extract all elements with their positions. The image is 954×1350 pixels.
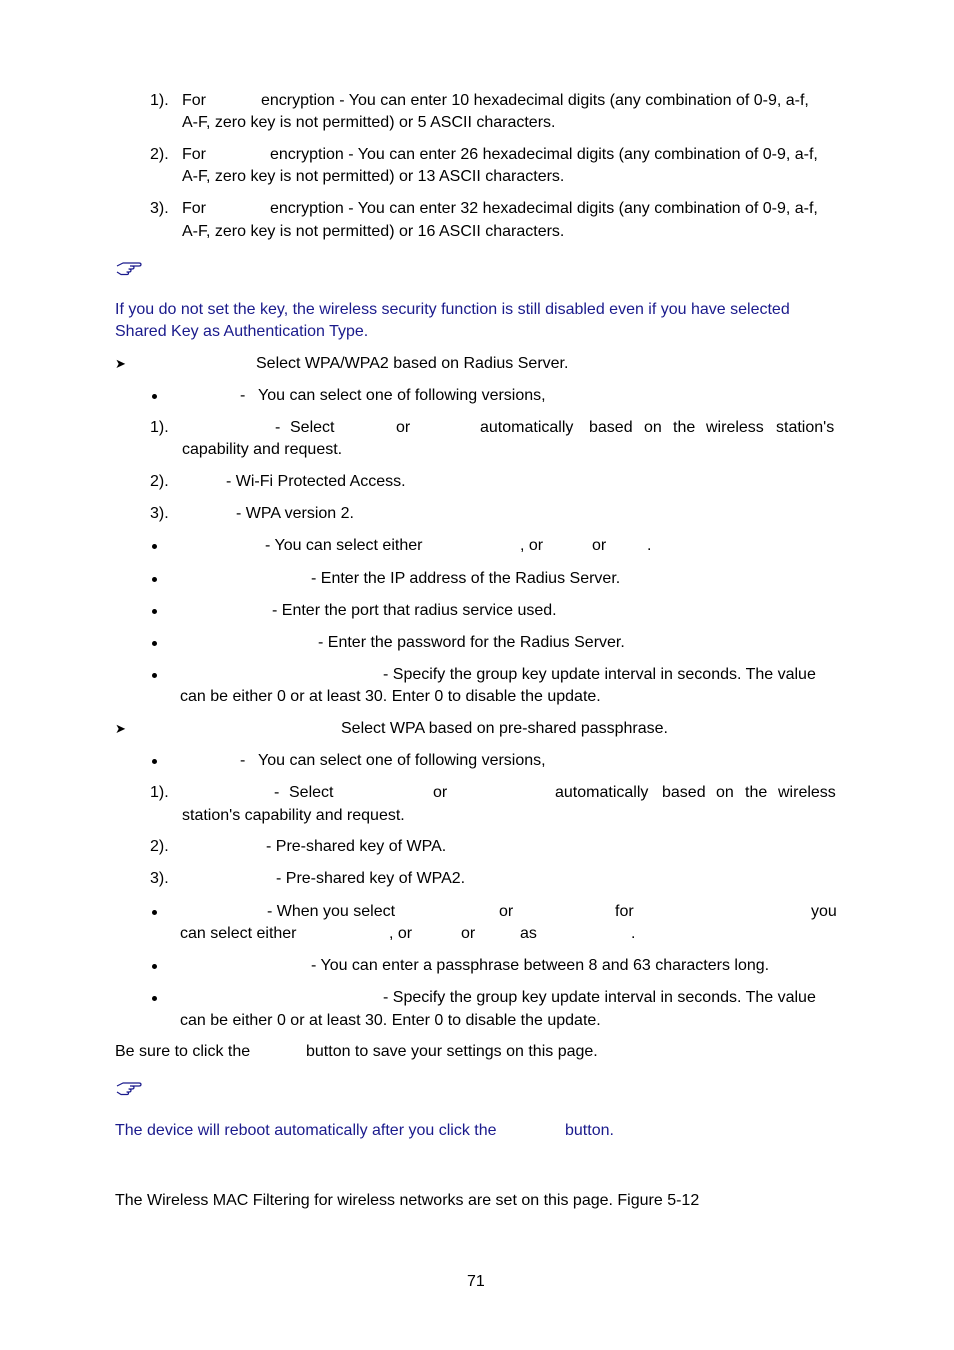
list-text: wireless	[778, 784, 836, 801]
section-intro: Select WPA/WPA2 based on Radius Server.	[256, 355, 569, 372]
arrow-bullet-icon: ➤	[115, 721, 126, 736]
list-text: or	[499, 903, 514, 920]
list-text: .	[647, 537, 652, 554]
list-number: 3).	[150, 200, 169, 217]
list-text: -	[275, 419, 281, 436]
note-text: button.	[565, 1122, 614, 1139]
bullet-icon	[152, 673, 157, 678]
list-text: - WPA version 2.	[236, 505, 354, 522]
section-intro: The Wireless MAC Filtering for wireless networks are set on this page. Figure 5-12	[115, 1192, 700, 1209]
bullet-icon	[152, 577, 157, 582]
list-text: .	[631, 925, 636, 942]
bullet-icon	[152, 910, 157, 915]
list-text: You can select one of following versions,	[258, 387, 546, 404]
list-text: on	[644, 419, 662, 436]
list-text: A-F, zero key is not permitted) or 13 ASCII characters.	[182, 168, 565, 185]
save-instruction: button to save your settings on this page.	[306, 1043, 598, 1060]
list-text: -	[240, 752, 246, 769]
list-text: - Pre-shared key of WPA.	[266, 838, 447, 855]
list-text: wireless	[706, 419, 764, 436]
list-number: 1).	[150, 419, 169, 436]
list-text: you	[811, 903, 837, 920]
arrow-bullet-icon: ➤	[115, 356, 126, 371]
list-text: or	[592, 537, 607, 554]
list-text: or	[396, 419, 411, 436]
section-intro: Select WPA based on pre-shared passphrase.	[341, 720, 668, 737]
list-text: A-F, zero key is not permitted) or 16 ASCII characters.	[182, 223, 565, 240]
bullet-icon	[152, 641, 157, 646]
list-number: 2).	[150, 838, 169, 855]
list-number: 1).	[150, 92, 169, 109]
list-text: - Specify the group key update interval in seconds. The value	[383, 666, 816, 683]
pointing-hand-icon	[115, 1080, 143, 1096]
list-text: - Enter the IP address of the Radius Server.	[311, 570, 621, 587]
list-text: , or	[389, 925, 413, 942]
list-number: 3).	[150, 870, 169, 887]
note-text: If you do not set the key, the wireless security function is still disabled even if you have selected	[115, 301, 790, 318]
list-text: encryption - You can enter 32 hexadecimal digits (any combination of 0-9, a-f,	[270, 200, 818, 217]
list-text: -	[240, 387, 246, 404]
list-text: - When you select	[267, 903, 396, 920]
save-instruction: Be sure to click the	[115, 1043, 251, 1060]
pointing-hand-icon	[115, 260, 143, 276]
note-text: The device will reboot automatically after you click the	[115, 1122, 497, 1139]
list-text: For	[182, 146, 206, 163]
list-text: on	[716, 784, 734, 801]
list-text: encryption - You can enter 10 hexadecimal digits (any combination of 0-9, a-f,	[261, 92, 809, 109]
list-text: station's capability and request.	[182, 807, 405, 824]
list-text: automatically	[555, 784, 649, 801]
list-text: - Wi-Fi Protected Access.	[226, 473, 406, 490]
list-text: Select	[290, 419, 335, 436]
list-text: A-F, zero key is not permitted) or 5 ASCII characters.	[182, 114, 556, 131]
list-text: - Pre-shared key of WPA2.	[276, 870, 466, 887]
list-text: the	[745, 784, 768, 801]
bullet-icon	[152, 759, 157, 764]
list-text: can be either 0 or at least 30. Enter 0 to disable the update.	[180, 688, 601, 705]
list-text: automatically	[480, 419, 574, 436]
list-text: capability and request.	[182, 441, 343, 458]
bullet-icon	[152, 394, 157, 399]
list-number: 2).	[150, 473, 169, 490]
list-text: - You can enter a passphrase between 8 and 63 characters long.	[311, 957, 770, 974]
list-text: For	[182, 200, 206, 217]
list-text: or	[433, 784, 448, 801]
list-text: - Enter the port that radius service used.	[272, 602, 557, 619]
list-text: , or	[520, 537, 544, 554]
bullet-icon	[152, 964, 157, 969]
list-text: as	[520, 925, 537, 942]
list-text: for	[615, 903, 634, 920]
list-text: encryption - You can enter 26 hexadecimal digits (any combination of 0-9, a-f,	[270, 146, 818, 163]
list-text: - Specify the group key update interval in seconds. The value	[383, 989, 816, 1006]
list-text: Select	[289, 784, 334, 801]
bullet-icon	[152, 996, 157, 1001]
bullet-icon	[152, 609, 157, 614]
bullet-icon	[152, 544, 157, 549]
list-number: 2).	[150, 146, 169, 163]
list-text: can be either 0 or at least 30. Enter 0 to disable the update.	[180, 1012, 601, 1029]
list-text: You can select one of following versions,	[258, 752, 546, 769]
note-text: Shared Key as Authentication Type.	[115, 323, 369, 340]
list-text: For	[182, 92, 206, 109]
list-text: - Enter the password for the Radius Server.	[318, 634, 625, 651]
list-text: can select either	[180, 925, 297, 942]
list-number: 1).	[150, 784, 169, 801]
list-text: station's	[776, 419, 835, 436]
list-text: based	[662, 784, 706, 801]
list-text: - You can select either	[265, 537, 423, 554]
list-text: based	[589, 419, 633, 436]
list-text: -	[274, 784, 280, 801]
list-text: or	[461, 925, 476, 942]
list-text: the	[673, 419, 696, 436]
page-number: 71	[467, 1273, 485, 1290]
list-number: 3).	[150, 505, 169, 522]
